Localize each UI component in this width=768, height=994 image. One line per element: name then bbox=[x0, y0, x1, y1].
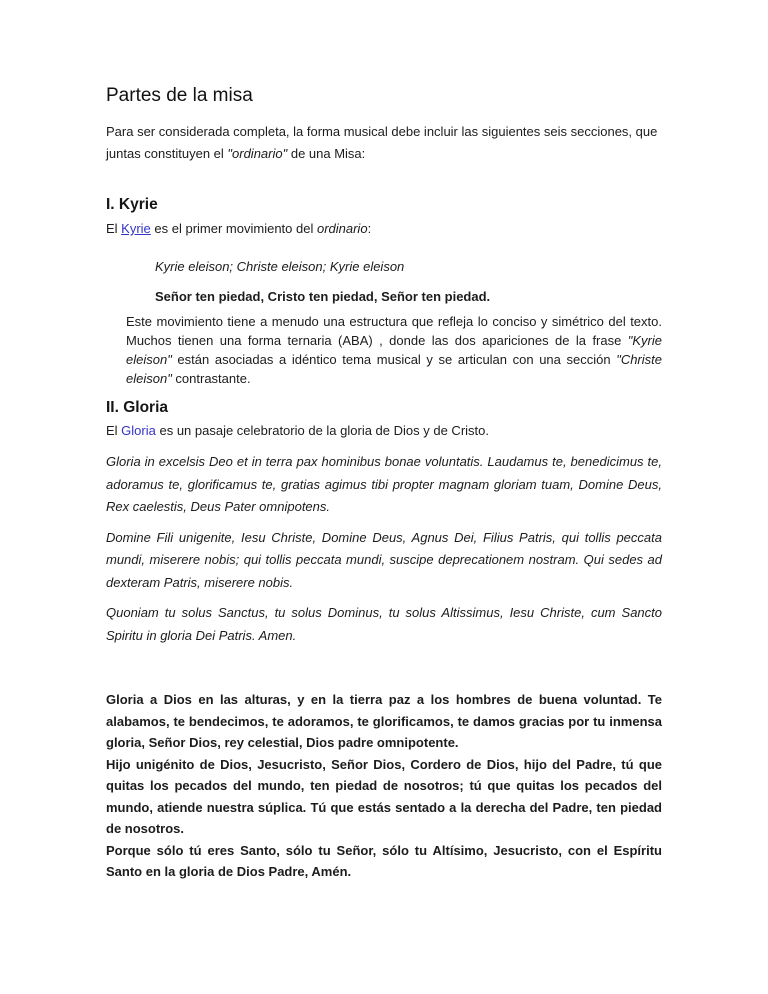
kyrie-lead-pre: El bbox=[106, 221, 122, 236]
intro-paragraph bbox=[106, 121, 662, 165]
gloria-lead-post: es un pasaje celebratorio de la gloria de Dios y de Cristo. bbox=[155, 423, 489, 438]
kyrie-lead-mid: es el primer movimiento del bbox=[150, 221, 317, 236]
gloria-spanish-paragraph: Gloria a Dios en las alturas, y en la tierra paz a los hombres de buena voluntad. Te alabamos, te bendecimos, te adoramos, te glorificamos, te damos gracias por tu inmensa gloria, Señor Dios, rey celestial, Dios padre omnipotente. bbox=[106, 692, 662, 750]
gloria-lead-paragraph bbox=[106, 421, 662, 441]
kyrie-commentary-italic: "Christe eleison" bbox=[126, 352, 662, 386]
gloria-spanish-paragraph: Hijo unigénito de Dios, Jesucristo, Señor Dios, Cordero de Dios, hijo del Padre, tú que quitas los pecados del mundo, ten piedad de nosotros; tú que quitas los pecados del mundo, atiende nuestra súplica. Tú que estás sentado a la derecha del Padre, ten piedad de nosotros. bbox=[106, 756, 662, 836]
gloria-lead-pre: El bbox=[106, 423, 122, 438]
kyrie-commentary-paragraph bbox=[126, 312, 662, 388]
kyrie-commentary-italic: "Kyrie eleison" bbox=[126, 333, 662, 367]
gloria-latin-paragraph: Gloria in excelsis Deo et in terra pax hominibus bonae voluntatis. Laudamus te, benedicimus te, adoramus te, glorificamus te, gratias agimus tibi propter magnam gloriam tuam, Domine Deus, Rex caelestis, Deus Pater omnipotens. bbox=[106, 454, 662, 514]
kyrie-lead-paragraph bbox=[106, 219, 662, 239]
section-heading-kyrie: I. Kyrie bbox=[106, 196, 158, 213]
kyrie-commentary-segment: contrastante. bbox=[171, 371, 251, 386]
kyrie-lead-emphasis: ordinario bbox=[316, 221, 368, 236]
gloria-latin-block bbox=[106, 451, 662, 647]
kyrie-lead-post: : bbox=[367, 221, 372, 236]
gloria-spanish-paragraph: Porque sólo tú eres Santo, sólo tu Señor, sólo tu Altísimo, Jesucristo, con el Espíritu Santo en la gloria de Dios Padre, Amén. bbox=[106, 842, 662, 879]
section-heading-gloria: II. Gloria bbox=[106, 399, 169, 416]
gloria-link[interactable]: Gloria bbox=[121, 423, 156, 438]
page-title: Partes de la misa bbox=[106, 85, 253, 106]
intro-text-pre: Para ser considerada completa, la forma musical debe incluir las siguientes seis secciones, que juntas constituyen el bbox=[106, 124, 658, 161]
kyrie-commentary-segment: Este movimiento tiene a menudo una estructura que refleja lo conciso y simétrico del texto. Muchos tienen una forma ternaria (ABA) , donde las dos apariciones de la frase bbox=[126, 314, 662, 348]
intro-text-emphasis: "ordinario" bbox=[227, 146, 288, 161]
gloria-latin-paragraph: Quoniam tu solus Sanctus, tu solus Dominus, tu solus Altissimus, Iesu Christe, cum Sancto Spiritu in gloria Dei Patris. Amen. bbox=[106, 605, 662, 643]
gloria-spanish-block bbox=[106, 689, 662, 883]
kyrie-link[interactable]: Kyrie bbox=[121, 221, 151, 236]
kyrie-spanish-quote: Señor ten piedad, Cristo ten piedad, Señor ten piedad. bbox=[155, 289, 491, 304]
kyrie-commentary-segment: están asociadas a idéntico tema musical y se articulan con una sección bbox=[171, 352, 617, 367]
kyrie-latin-quote: Kyrie eleison; Christe eleison; Kyrie eleison bbox=[155, 259, 405, 274]
intro-text-post: de una Misa: bbox=[287, 146, 366, 161]
gloria-latin-paragraph: Domine Fili unigenite, Iesu Christe, Domine Deus, Agnus Dei, Filius Patris, qui tollis peccata mundi, miserere nobis; qui tollis peccata mundi, suscipe deprecationem nostram. Qui sedes ad dexteram Patris, miserere nobis. bbox=[106, 529, 662, 590]
